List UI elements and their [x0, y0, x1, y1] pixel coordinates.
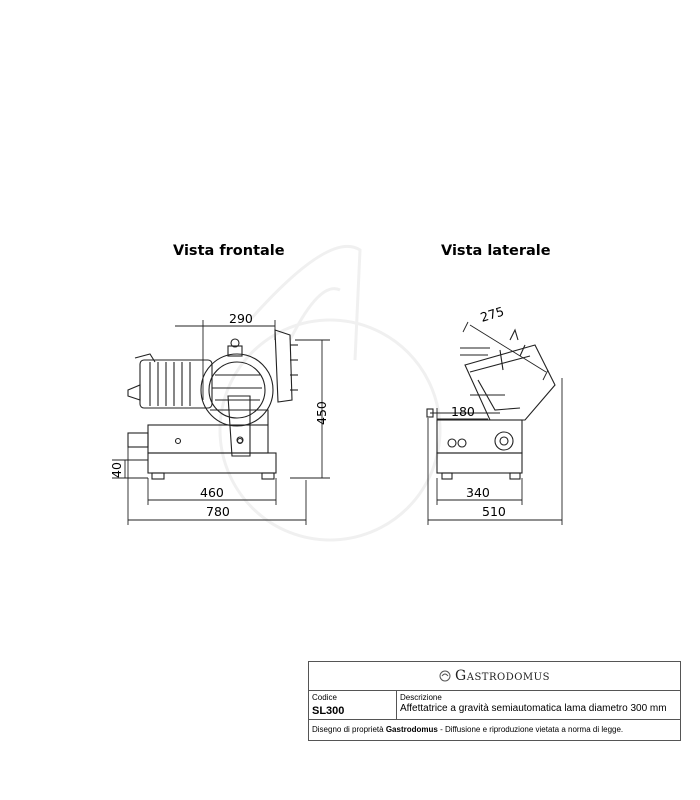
side-dimension-lines: [428, 322, 562, 525]
dim-front-base-width: 460: [200, 485, 224, 500]
company-logo-icon: [439, 670, 451, 682]
description-value: Affettatrice a gravità semiautomatica lama diametro 300 mm: [400, 703, 667, 714]
dim-front-top-width: 290: [229, 311, 253, 326]
watermark-logo: [220, 246, 440, 540]
side-view-title: Vista laterale: [441, 243, 551, 259]
description-cell: [397, 691, 680, 719]
dim-front-total-width: 780: [206, 504, 230, 519]
copyright-company: Gastrodomus: [385, 725, 438, 734]
front-view-title: Vista frontale: [173, 243, 285, 259]
title-block: [308, 661, 681, 741]
code-value: SL300: [312, 705, 345, 717]
code-cell: [309, 691, 397, 719]
side-view-machine: [427, 330, 555, 479]
dim-front-foot-height: 40: [109, 462, 124, 478]
dim-side-base-width: 340: [466, 485, 490, 500]
dim-side-blade-width: 275: [478, 303, 506, 325]
front-view-machine: [128, 330, 298, 479]
copyright-prefix: Disegno di proprietà: [312, 725, 386, 734]
company-logo-text: Gastrodomus: [455, 668, 550, 684]
dim-side-handle-length: 180: [451, 404, 475, 419]
description-label: Descrizione: [400, 693, 442, 702]
title-block-info-row: [309, 691, 680, 720]
dim-side-total-width: 510: [482, 504, 506, 519]
title-block-header: [309, 662, 680, 691]
copyright-suffix: - Diffusione e riproduzione vietata a norma di legge.: [437, 725, 624, 734]
code-label: Codice: [312, 693, 337, 702]
dim-front-height: 450: [314, 401, 329, 425]
copyright-notice: [309, 720, 680, 734]
